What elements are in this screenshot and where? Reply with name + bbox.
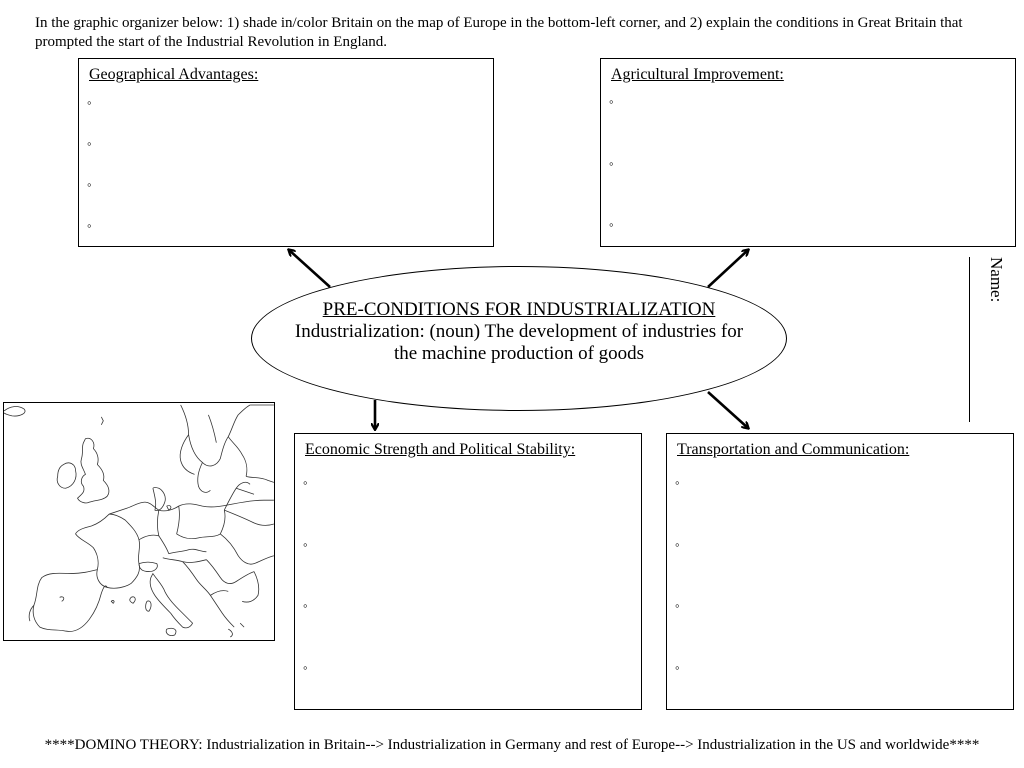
bullet-2: ◦	[609, 156, 614, 171]
bullet-1: ◦	[303, 475, 308, 490]
bullet-3: ◦	[609, 217, 614, 232]
transportation-communication-title: Transportation and Communication:	[677, 441, 910, 458]
arrow-to-agricultural	[708, 250, 748, 287]
bullet-3: ◦	[87, 177, 92, 192]
bullet-1: ◦	[87, 95, 92, 110]
agricultural-improvement-box[interactable]	[600, 58, 1016, 247]
bullet-3: ◦	[303, 598, 308, 613]
bullet-1: ◦	[609, 94, 614, 109]
economic-strength-box[interactable]	[294, 433, 642, 710]
name-field-line[interactable]	[969, 257, 970, 422]
transportation-communication-box[interactable]	[666, 433, 1014, 710]
bullet-4: ◦	[87, 218, 92, 233]
center-ellipse-text	[251, 299, 787, 365]
europe-outline-map-icon	[4, 403, 274, 640]
bullet-4: ◦	[675, 660, 680, 675]
bullet-1: ◦	[675, 475, 680, 490]
instructions-text: In the graphic organizer below: 1) shade in/color Britain on the map of Europe in the bottom-left corner, and 2) explain the conditions in Great Britain that prompted the start of the Industrial Revolution in England.	[35, 15, 963, 50]
bullet-2: ◦	[87, 136, 92, 151]
name-label: Name:	[987, 257, 1006, 303]
footer-domino-theory: ****DOMINO THEORY: Industrialization in Britain--> Industrialization in Germany and rest of Europe--> Industrialization in the US and worldwide****	[44, 737, 980, 753]
bullet-4: ◦	[303, 660, 308, 675]
center-title: PRE-CONDITIONS FOR INDUSTRIALIZATION	[322, 299, 716, 320]
arrow-to-geographical	[289, 250, 330, 287]
europe-map[interactable]	[3, 402, 275, 641]
geographical-advantages-title: Geographical Advantages:	[89, 66, 259, 83]
bullet-2: ◦	[303, 537, 308, 552]
geographical-advantages-box[interactable]	[78, 58, 494, 247]
bullet-2: ◦	[675, 537, 680, 552]
economic-strength-title: Economic Strength and Political Stability:	[305, 441, 576, 458]
agricultural-improvement-title: Agricultural Improvement:	[611, 66, 784, 83]
bullet-3: ◦	[675, 598, 680, 613]
center-definition: Industrialization: (noun) The development of industries for the machine production of goods	[294, 321, 744, 364]
arrow-to-transportation	[708, 392, 748, 428]
